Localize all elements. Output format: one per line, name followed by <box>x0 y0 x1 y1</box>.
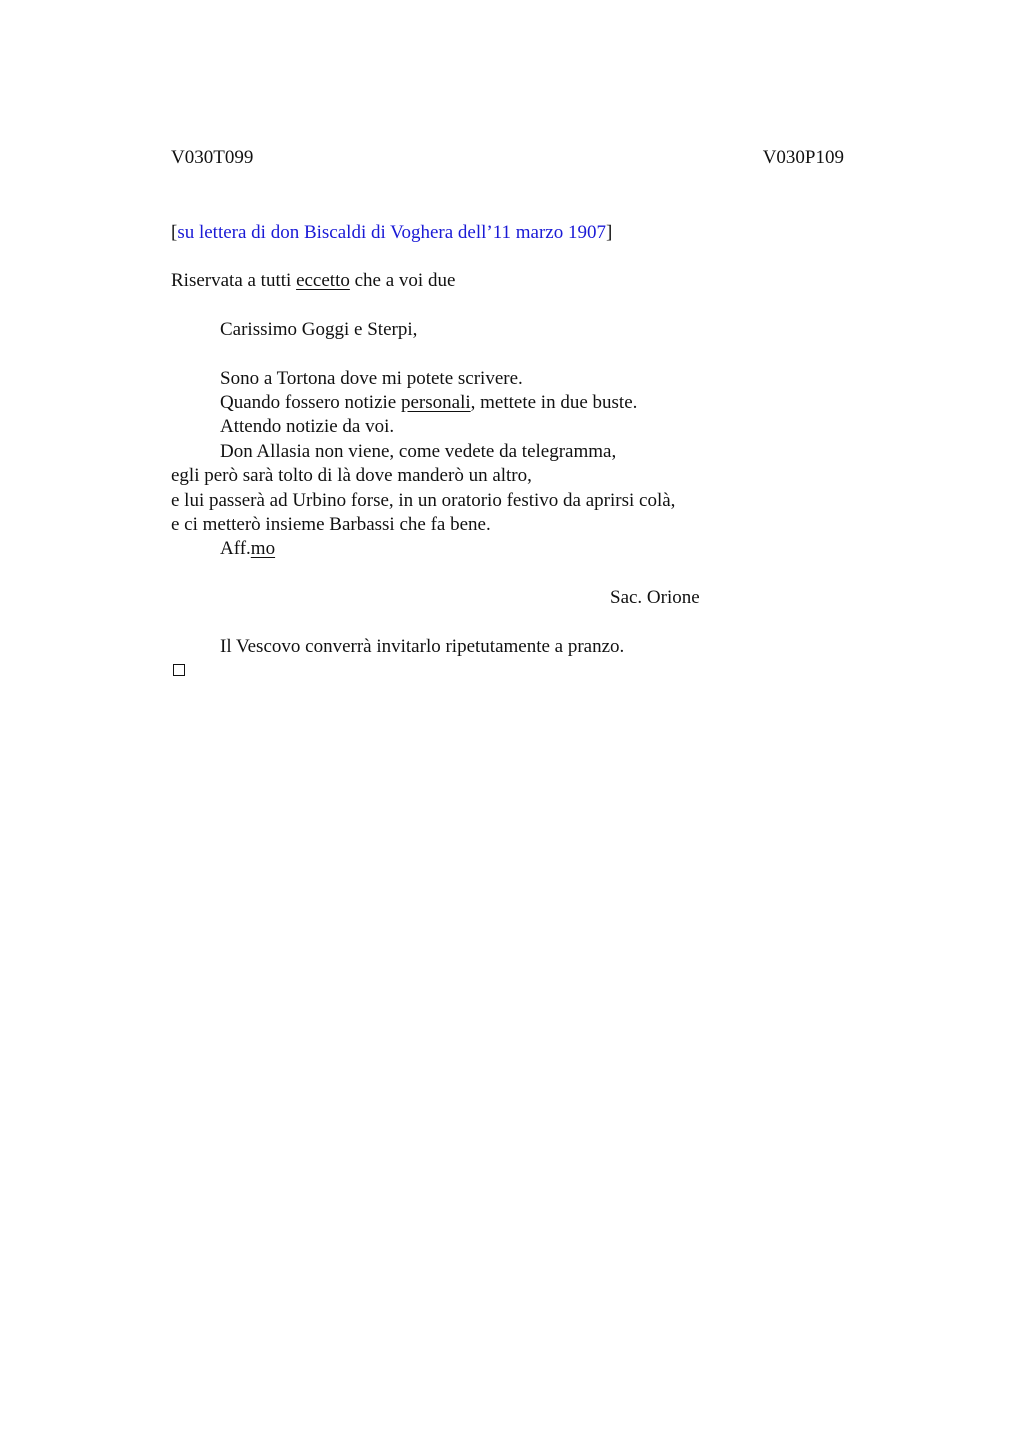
document-code-left: V030T099 <box>171 147 254 168</box>
body-line-3: Attendo notizie da voi. <box>220 416 395 437</box>
postscript: Il Vescovo converrà invitarlo ripetutamente a pranzo. <box>220 636 625 657</box>
note-close-bracket: ] <box>605 222 613 243</box>
closing-underlined: mo <box>250 538 276 559</box>
body-line-2-before: Quando fossero notizie <box>220 392 401 413</box>
reserved-line <box>171 269 455 293</box>
checkbox-icon <box>173 664 185 676</box>
salutation: Carissimo Goggi e Sterpi, <box>220 319 418 340</box>
body-line-2-after: , mettete in due buste. <box>470 392 638 413</box>
body-line-6: e lui passerà ad Urbino forse, in un oratorio festivo da aprirsi colà, <box>171 490 676 511</box>
reserved-underlined-word: eccetto <box>296 270 350 291</box>
body-line-7: e ci metterò insieme Barbassi che fa bene. <box>171 514 491 535</box>
body-line-2-underlined: personali <box>400 392 471 413</box>
closing-before: Aff. <box>220 538 251 559</box>
body-line-1: Sono a Tortona dove mi potete scrivere. <box>220 368 523 389</box>
body-line-4: Don Allasia non viene, come vedete da telegramma, <box>220 441 617 462</box>
document-code-right: V030P109 <box>762 147 844 168</box>
note-open-bracket: [ <box>171 222 178 243</box>
editorial-note <box>171 221 612 245</box>
reserved-text-after: che a voi due <box>349 270 456 291</box>
body-line-5: egli però sarà tolto di là dove manderò un altro, <box>171 465 532 486</box>
signature: Sac. Orione <box>610 587 700 608</box>
reserved-text-before: Riservata a tutti <box>171 270 297 291</box>
closing <box>220 537 275 561</box>
body-line-2 <box>220 391 637 415</box>
note-text: su lettera di don Biscaldi di Voghera dell’11 marzo 1907 <box>177 222 606 243</box>
